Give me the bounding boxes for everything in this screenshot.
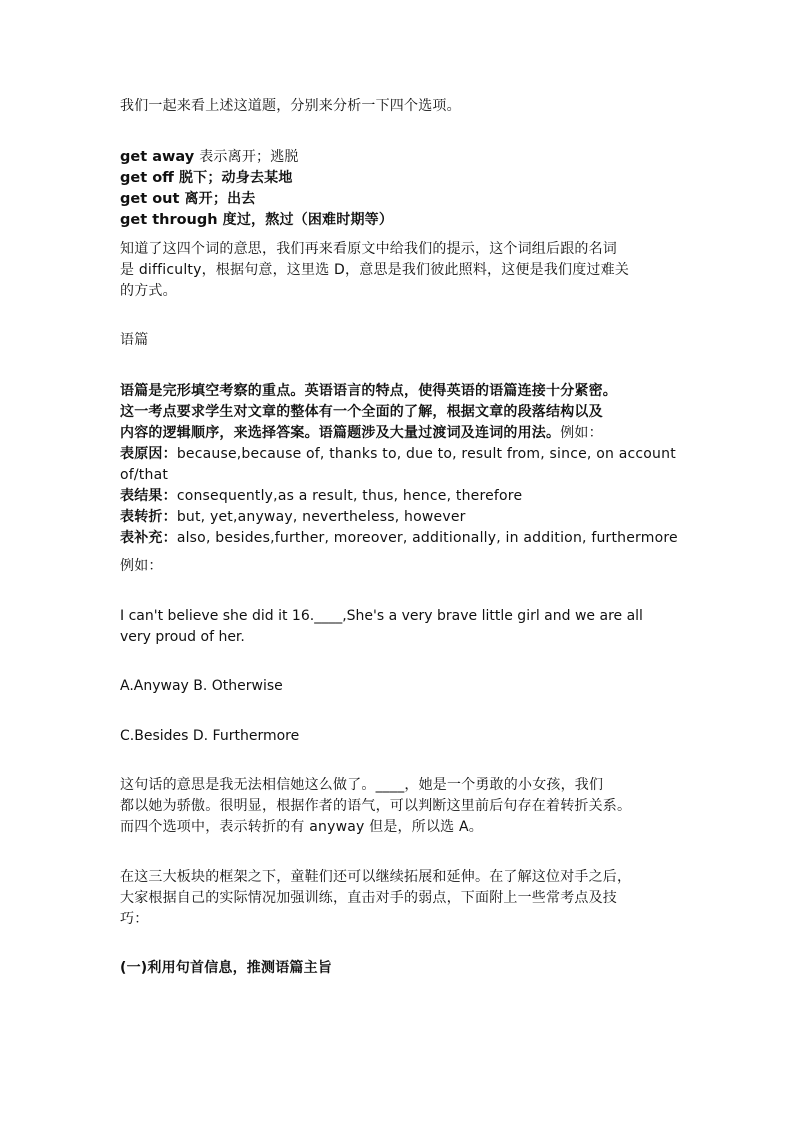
connector-cause-cont: of/that	[120, 467, 169, 483]
term-zh: 度过，熬过（困难时期等）	[222, 212, 394, 228]
term-zh: 脱下；动身去某地	[178, 170, 293, 186]
emphasis-last-line: 内容的逻辑顺序，来选择答案。语篇题涉及大量过渡词及连词的用法。例如：	[120, 425, 603, 441]
question-text: I can't believe she did it 16.____,She's a very brave little girl and we are all very proud of her.	[120, 608, 643, 645]
term-en: get away	[120, 149, 200, 165]
section-label: 语篇	[120, 332, 149, 348]
analysis-paragraph: 这句话的意思是我无法相信她这么做了。____，她是一个勇敢的小女孩，我们 都以她为骄傲。很明显，根据作者的语气，可以判断这里前后句存在着转折关系。 而四个选项中，表示转折的有 anyway 但是，所以选 A。	[120, 777, 632, 835]
connector-cause: 表原因：because,because of, thanks to, due to, result from, since, on account	[120, 446, 676, 462]
explain-paragraph: 知道了这四个词的意思，我们再来看原文中给我们的提示，这个词组后跟的名词 是 difficulty，根据句意，这里选 D，意思是我们彼此照料，这便是我们度过难关 的方式。	[120, 241, 630, 299]
term-item	[120, 147, 680, 168]
options-ab: A.Anyway B. Otherwise	[120, 678, 283, 694]
summary-paragraph: 在这三大板块的框架之下，童鞋们还可以继续拓展和延伸。在了解这位对手之后， 大家根据自己的实际情况加强训练，直击对手的弱点，下面附上一些常考点及技 巧：	[120, 869, 632, 927]
term-list	[120, 147, 680, 231]
example-label: 例如：	[120, 558, 163, 574]
term-item	[120, 210, 680, 231]
term-en: get out	[120, 191, 185, 207]
term-en: get off	[120, 170, 179, 186]
emphasis-paragraph: 语篇是完形填空考察的重点。英语语言的特点，使得英语的语篇连接十分紧密。 这一考点要求学生对文章的整体有一个全面的了解，根据文章的段落结构以及 内容的逻辑顺序，来选择答案。语篇题涉及大量过渡词及连词的用法。例如： 表原因：because,because of, thanks to, due to, result from, since, on account of/that 表结果：consequently,as a result, thus, hence, therefore 表转折：but, yet,anyway, nevertheless, however 表补充：also, besides,further, moreover, additionally, in addition, furthermore	[120, 381, 680, 549]
connector-result: 表结果：consequently,as a result, thus, hence, therefore	[120, 488, 523, 504]
term-zh: 表示离开；逃脱	[199, 149, 299, 165]
intro-paragraph: 我们一起来看上述这道题，分别来分析一下四个选项。	[120, 98, 461, 114]
options-cd: C.Besides D. Furthermore	[120, 728, 300, 744]
term-zh: 离开；出去	[184, 191, 256, 207]
term-item	[120, 168, 680, 189]
connector-contrast: 表转折：but, yet,anyway, nevertheless, however	[120, 509, 466, 525]
section-heading: (一)利用句首信息，推测语篇主旨	[120, 960, 332, 976]
connector-addition: 表补充：also, besides,further, moreover, additionally, in addition, furthermore	[120, 530, 678, 546]
term-item	[120, 189, 680, 210]
term-en: get through	[120, 212, 223, 228]
